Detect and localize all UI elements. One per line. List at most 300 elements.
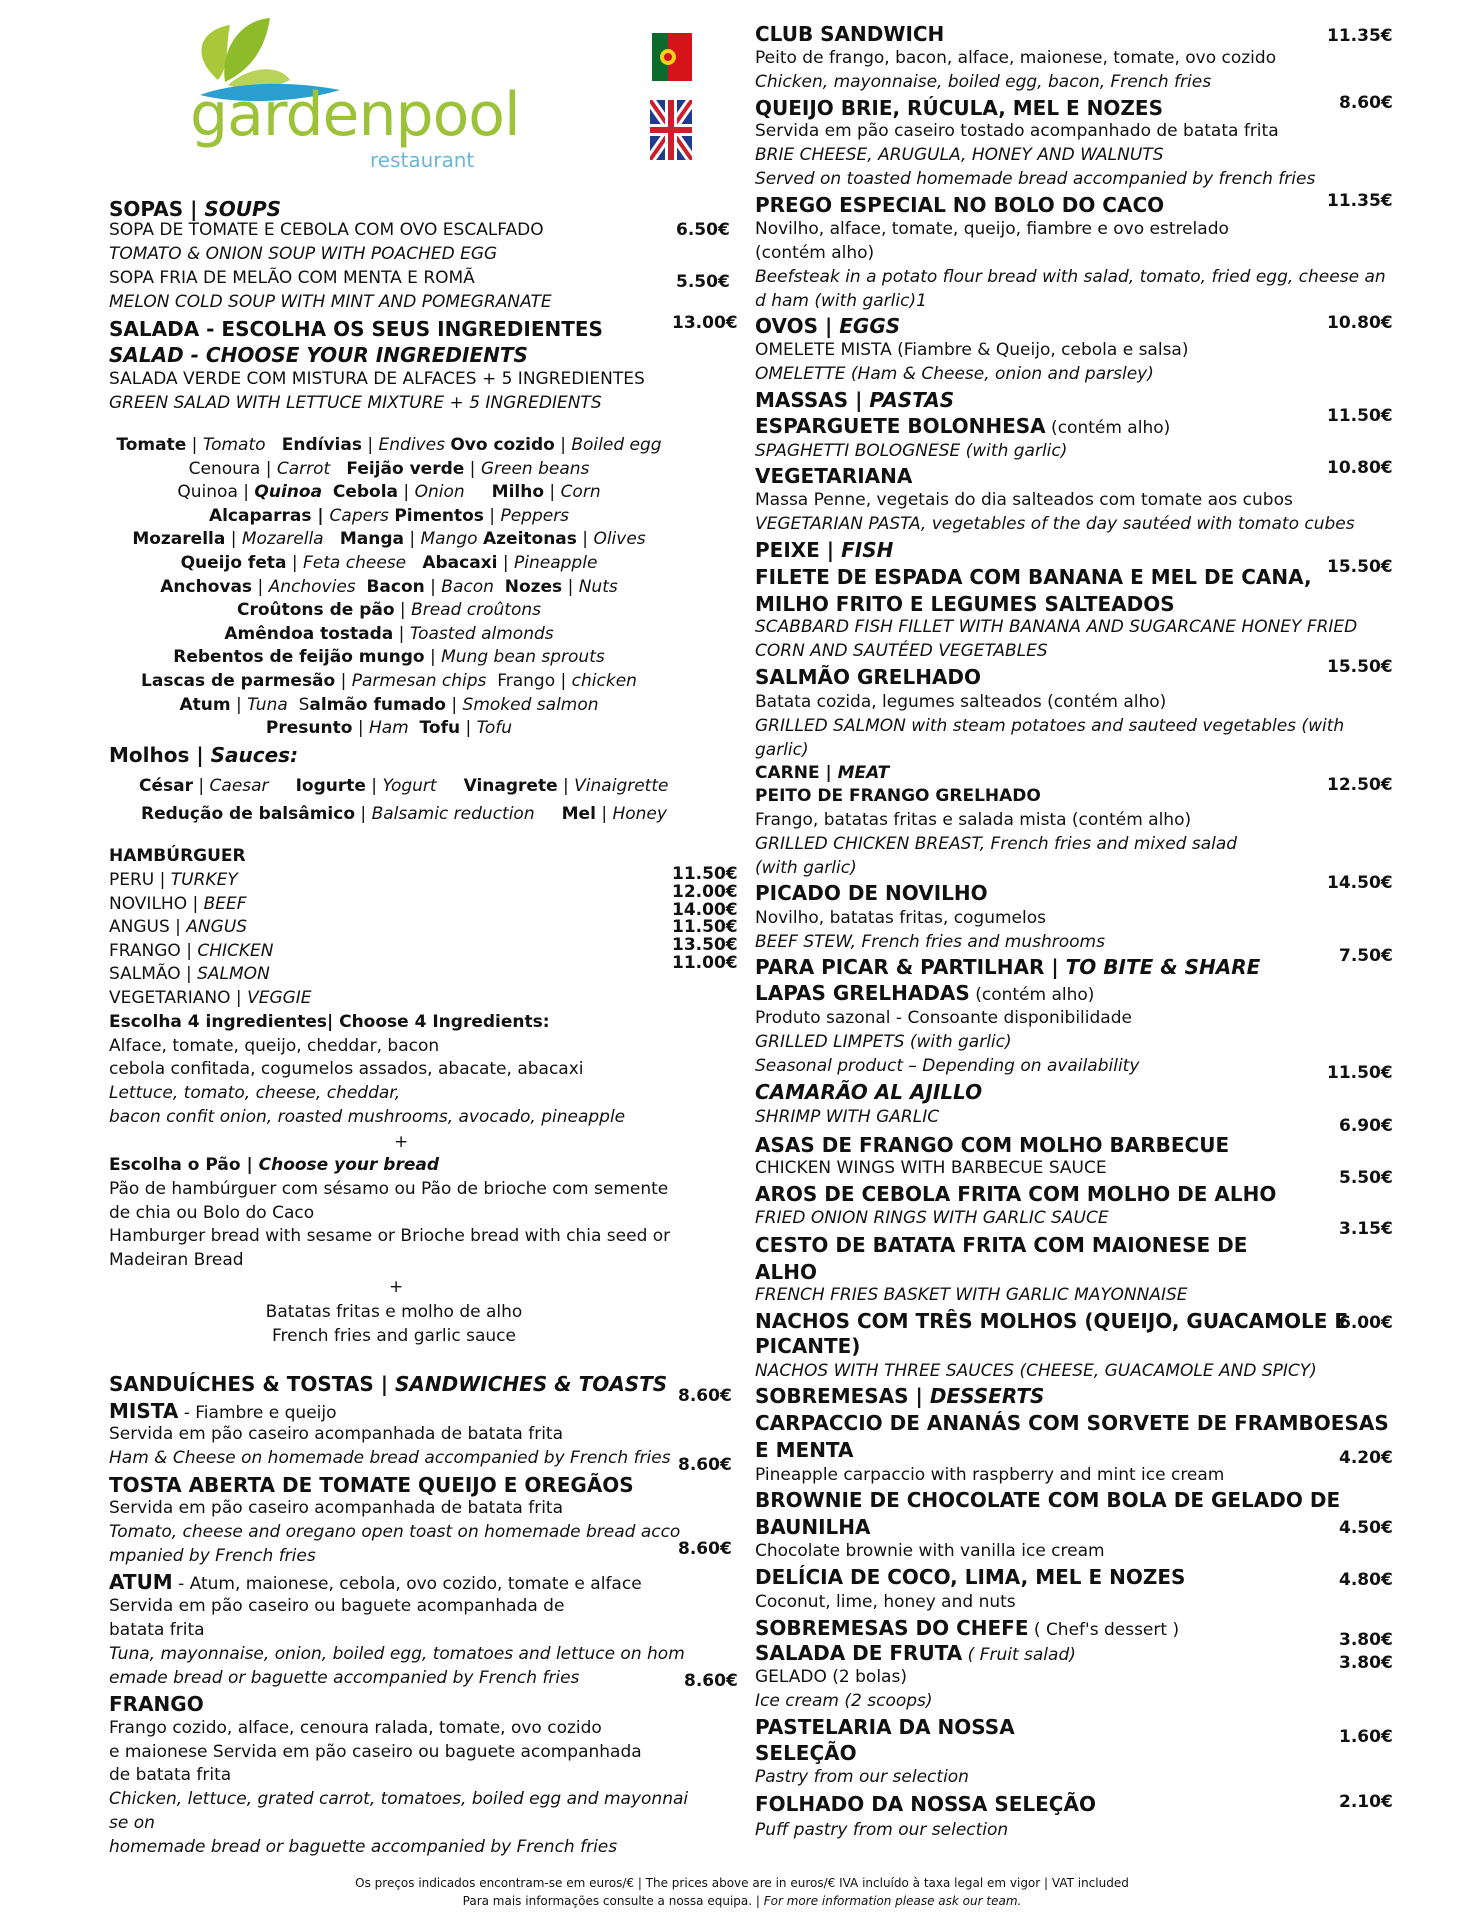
text-segment: | [403,529,421,550]
eggs-price: 10.80€ [1327,313,1393,333]
fruit-salad-price: 3.80€ [1339,1653,1393,1673]
text-segment: Feta cheese [303,552,407,573]
text-segment: Cenoura | [188,458,277,479]
text-segment: Smoked salmon [462,694,599,715]
frango-pt-1: Frango cozido, alface, cenoura ralada, tomate, ovo cozido [109,1718,602,1738]
text-segment: Pineapple [514,552,598,573]
logo-subtitle: restaurant [370,148,475,172]
burger-name: NOVILHO | [109,893,204,914]
ice-cream-pt: GELADO (2 bolas) [755,1667,907,1687]
desserts-heading: SOBREMESAS | DESSERTS [755,1384,1045,1408]
text-segment: | [557,776,575,796]
soup2-price: 5.50€ [676,272,730,292]
salmon-price: 15.50€ [1327,657,1393,677]
ingredient-line [109,717,669,741]
text-segment [324,529,340,549]
tosta-pt: Servida em pão caseiro acompanhada de batata frita [109,1498,564,1518]
brie-en-2: Served on toasted homemade bread accompanied by french fries [755,169,1316,189]
limpets-en-1: GRILLED LIMPETS (with garlic) [755,1032,1012,1052]
text-segment: | [192,776,210,796]
atum-en-1: Tuna, mayonnaise, onion, boiled egg, tomatoes and lettuce on hom [109,1644,685,1664]
burger-name-english: CHICKEN [197,940,274,961]
text-segment: Tofu [419,718,461,739]
sauces-line-2 [141,804,667,824]
text-segment: Corn [560,482,601,503]
ice-cream-en: Ice cream (2 scoops) [755,1691,933,1711]
vegetarian-price: 10.80€ [1327,458,1393,478]
prego-title: PREGO ESPECIAL NO BOLO DO CACO [755,193,1165,217]
text-segment: Frango | [486,670,572,691]
uk-flag-icon [650,100,692,160]
salmon-pt: Batata cozida, legumes salteados (contém alho) [755,692,1167,712]
espada-en-1: SCABBARD FISH FILLET WITH BANANA AND SUGARCANE HONEY FRIED [755,617,1358,637]
shrimp-title: CAMARÃO AL AJILLO [755,1080,983,1104]
text-segment: | [361,435,379,455]
prego-price: 11.35€ [1327,191,1393,211]
text-segment: Boiled egg [571,435,662,455]
text-segment: Pimentos [394,505,484,526]
bread-desc-en-1: Hamburger bread with sesame or Brioche bread with chia seed or [109,1226,671,1246]
fries-basket-title-1: CESTO DE BATATA FRITA COM MAIONESE DE [755,1233,1248,1257]
eggs-desc-en: OMELETTE (Ham & Cheese, onion and parsley) [755,364,1154,384]
text-segment [494,577,505,597]
vegetarian-title: VEGETARIANA [755,464,913,488]
burger-name: VEGETARIANO | [109,988,248,1008]
text-segment: Mozarella [241,529,324,550]
text-segment: Milho [491,482,545,503]
ingredient-line [109,694,669,718]
text-segment: | [186,435,203,455]
burger-name-english: SALMON [197,964,270,985]
ingredient-line [109,552,669,576]
fries-pt: Batatas fritas e molho de alho [265,1302,523,1322]
text-segment: | [483,505,501,526]
text-segment: Abacaxi [422,552,498,573]
text-segment: Capers [329,505,389,526]
plus-sign-2: + [389,1277,404,1297]
text-segment: Feijão verde [346,458,465,479]
text-segment: Mel [561,804,596,824]
salad-ingredients-list [109,434,669,741]
burger-ingredients-en-2: bacon confit onion, roasted mushrooms, avocado, pineapple [109,1107,626,1127]
atum-title: ATUM - Atum, maionese, cebola, ovo cozido, tomate e alface [109,1570,642,1594]
shrimp-en: SHRIMP WITH GARLIC [755,1107,940,1127]
text-segment: Presunto [265,718,353,739]
mista-en: Ham & Cheese on homemade bread accompanied by French fries [109,1448,671,1468]
burger-ingredients-en-1: Lettuce, tomato, cheese, cheddar, [109,1083,401,1103]
brownie-title-2: BAUNILHA [755,1515,871,1539]
coconut-en: Coconut, lime, honey and nuts [755,1592,1016,1612]
burger-item [109,870,238,890]
text-segment: Vinagrete [463,776,558,796]
burger-ingredients-pt-2: cebola confitada, cogumelos assados, abacate, abacaxi [109,1059,584,1079]
atum-en-2: emade bread or baguette accompanied by French fries [109,1668,580,1688]
logo-wordmark: gardenpool [190,80,520,150]
ingredient-line [109,646,669,670]
atum-pt-1: Servida em pão caseiro ou baguete acompanhada de [109,1596,565,1616]
fries-en: French fries and garlic sauce [272,1326,516,1346]
burger-item [109,964,270,984]
carpaccio-title-1: CARPACCIO DE ANANÁS COM SORVETE DE FRAMBOESAS [755,1411,1389,1435]
beef-stew-title: PICADO DE NOVILHO [755,881,988,905]
tosta-en-1: Tomato, cheese and oregano open toast on homemade bread acco [109,1522,681,1542]
wings-title: ASAS DE FRANGO COM MOLHO BARBECUE [755,1133,1230,1157]
burger-name-english: VEGGIE [247,988,312,1008]
text-segment: Green beans [480,458,590,479]
text-segment: Rebentos de feijão mungo [173,647,425,668]
text-segment: Tomato [202,435,266,455]
text-segment: Endives [378,435,445,455]
portugal-flag-icon [652,33,692,81]
club-en: Chicken, mayonnaise, boiled egg, bacon, French fries [755,72,1212,92]
text-segment: | [424,576,442,597]
wings-en: CHICKEN WINGS WITH BARBECUE SAUCE [755,1158,1107,1178]
text-segment [322,482,333,502]
soup1-english: TOMATO & ONION SOUP WITH POACHED EGG [109,244,498,264]
text-segment: Mozarella [132,529,226,550]
text-segment: Alcaparras | [208,505,330,526]
ingredient-line [109,670,669,694]
spaghetti-title: ESPARGUETE BOLONHESA (contém alho) [755,414,1171,438]
salmon-en-1: GRILLED SALMON with steam potatoes and sauteed vegetables (with [755,716,1345,736]
brownie-title-1: BROWNIE DE CHOCOLATE COM BOLA DE GELADO DE [755,1488,1341,1512]
text-segment: Balsamic reduction [371,804,535,824]
footer-prices-note: Os preços indicados encontram-se em euros/€ | The prices above are in euros/€ IVA incluído à taxa legal em vigor | VAT included [355,1876,1129,1890]
onion-rings-en: FRIED ONION RINGS WITH GARLIC SAUCE [755,1208,1109,1228]
text-segment [437,776,464,796]
ingredient-line [109,434,669,458]
puff-pastry-title: FOLHADO DA NOSSA SELEÇÃO [755,1792,1096,1816]
text-segment: Peppers [500,505,570,526]
text-segment: chicken [571,670,637,691]
fish-heading: PEIXE | FISH [755,538,894,562]
footer-info-note: Para mais informações consulte a nossa equipa. | For more information please ask our team. [462,1894,1022,1908]
wings-price: 6.90€ [1339,1116,1393,1136]
burger-price: 13.50€ [672,935,738,956]
salad-description-english: GREEN SALAD WITH LETTUCE MIXTURE + 5 INGREDIENTS [109,393,602,413]
chicken-breast-en-2: (with garlic) [755,858,857,878]
ingredient-line [109,481,669,505]
text-segment: | [286,552,304,573]
burger-heading: HAMBÚRGUER [109,846,246,866]
text-segment [406,553,422,573]
carpaccio-title-2: E MENTA [755,1438,854,1462]
burger-price: 14.00€ [672,899,738,920]
club-title: CLUB SANDWICH [755,22,945,46]
chicken-breast-en-1: GRILLED CHICKEN BREAST, French fries and mixed salad [755,834,1238,854]
ingredient-line [109,528,669,552]
text-segment [266,435,282,455]
coconut-title: DELÍCIA DE COCO, LIMA, MEL E NOZES [755,1565,1186,1589]
fries-basket-en: FRENCH FRIES BASKET WITH GARLIC MAYONNAISE [755,1285,1188,1305]
burger-price: 11.50€ [672,917,738,938]
atum-price: 8.60€ [678,1539,732,1559]
brie-en-1: BRIE CHEESE, ARUGULA, HONEY AND WALNUTS [755,145,1164,165]
fries-basket-title-2: ALHO [755,1260,817,1284]
text-segment: | [544,482,561,503]
text-segment: Azeitonas [482,529,577,550]
frango-en-1: Chicken, lettuce, grated carrot, tomatoes, boiled egg and mayonnai [109,1789,689,1809]
chicken-breast-pt: Frango, batatas fritas e salada mista (contém alho) [755,810,1192,830]
salad-heading: SALADA - ESCOLHA OS SEUS INGREDIENTES [109,317,603,341]
carpaccio-price: 4.20€ [1339,1448,1393,1468]
text-segment: | [464,458,481,479]
text-segment: S [287,694,310,715]
soup2-name: SOPA FRIA DE MELÃO COM MENTA E ROMÃ [109,268,475,288]
sauces-line-1 [139,776,668,796]
text-segment: Yogurt [382,776,437,796]
text-segment: Quinoa | [177,482,255,503]
burger-name-english: TURKEY [170,870,238,890]
nachos-en: NACHOS WITH THREE SAUCES (CHEESE, GUACAMOLE AND SPICY) [755,1361,1317,1381]
soup2-english: MELON COLD SOUP WITH MINT AND POMEGRANATE [109,292,552,312]
espada-en-2: CORN AND SAUTÉED VEGETABLES [755,641,1048,661]
chef-dessert-title: SOBREMESAS DO CHEFE ( Chef's dessert ) [755,1616,1180,1640]
text-segment: | [398,482,415,503]
frango-pt-2: e maionese Servida em pão caseiro ou baguete acompanhada [109,1742,642,1762]
nachos-title-1: NACHOS COM TRÊS MOLHOS (QUEIJO, GUACAMOLE E [755,1309,1349,1333]
text-segment: | [230,694,248,715]
brie-price: 8.60€ [1339,93,1393,113]
text-segment [535,804,562,824]
ingredient-line [109,623,669,647]
text-segment: almão fumado [309,694,446,715]
text-segment: Tomate [116,435,187,455]
text-segment [465,482,492,502]
text-segment: | [335,670,352,691]
brie-pt: Servida em pão caseiro tostado acompanhado de batata frita [755,121,1279,141]
eggs-heading: OVOS | EGGS [755,314,901,338]
text-segment: Mung bean sprouts [441,647,605,668]
tosta-en-2: mpanied by French fries [109,1546,316,1566]
pastry-price: 1.60€ [1339,1727,1393,1747]
prego-pt-2: (contém alho) [755,243,875,263]
nachos-title-2: PICANTE) [755,1334,861,1358]
chicken-breast-title: PEITO DE FRANGO GRELHADO [755,786,1041,806]
burger-ingredients-pt-1: Alface, tomate, queijo, cheddar, bacon [109,1036,440,1056]
text-segment: Quinoa [254,482,323,503]
carpaccio-en: Pineapple carpaccio with raspberry and mint ice cream [755,1465,1225,1485]
brownie-price: 4.50€ [1339,1518,1393,1538]
text-segment: Olives [593,529,646,550]
frango-en-3: homemade bread or baguette accompanied by French fries [109,1837,618,1857]
text-segment: | [365,776,383,796]
spaghetti-price: 11.50€ [1327,406,1393,426]
atum-pt-2: batata frita [109,1620,205,1640]
plus-sign: + [394,1132,409,1152]
text-segment: Caesar [209,776,269,796]
text-segment: Croûtons de pão [236,600,395,621]
soups-heading: SOPAS | SOUPS [109,197,282,221]
frango-en-2: se on [109,1813,155,1833]
text-segment: Ovo cozido [450,435,555,455]
text-segment: | [225,529,242,550]
ingredient-line [109,599,669,623]
text-segment: Parmesan chips [351,670,487,691]
text-segment: Anchovies [268,576,356,597]
beef-stew-pt: Novilho, batatas fritas, cogumelos [755,908,1047,928]
pastry-title-2: SELEÇÃO [755,1741,857,1765]
bread-desc-en-2: Madeiran Bread [109,1250,244,1270]
espada-price: 15.50€ [1327,557,1393,577]
soup1-name: SOPA DE TOMATE E CEBOLA COM OVO ESCALFADO [109,220,544,240]
fries-basket-price: 3.15€ [1339,1219,1393,1239]
text-segment: Atum [179,694,231,715]
prego-en-2: d ham (with garlic)1 [755,291,927,311]
burger-item [109,917,247,937]
burger-item [109,941,274,961]
sandwiches-heading: SANDUÍCHES & TOSTAS | SANDWICHES & TOASTS [109,1372,668,1396]
burger-price: 11.50€ [672,864,738,884]
burger-item [109,988,312,1008]
text-segment: Nuts [578,576,618,597]
text-segment: Bacon [441,576,494,597]
eggs-desc-pt: OMELETE MISTA (Fiambre & Queijo, cebola e salsa) [755,340,1189,360]
vegetarian-en: VEGETARIAN PASTA, vegetables of the day sautéed with tomato cubes [755,514,1355,534]
text-segment: Onion [414,482,465,503]
mista-pt: Servida em pão caseiro acompanhada de batata frita [109,1424,564,1444]
brie-title: QUEIJO BRIE, RÚCULA, MEL E NOZES [755,96,1163,120]
text-segment: Ham [368,718,409,739]
limpets-title: LAPAS GRELHADAS (contém alho) [755,981,1095,1005]
salmon-en-2: garlic) [755,740,809,760]
text-segment [356,577,367,597]
chicken-breast-price: 12.50€ [1327,775,1393,795]
burger-price: 11.00€ [672,953,738,973]
text-segment: | [446,694,463,715]
text-segment: | [352,718,369,739]
onion-rings-price: 5.50€ [1339,1168,1393,1188]
burger-price: 12.00€ [672,881,738,902]
prego-pt-1: Novilho, alface, tomate, queijo, fiambre e ovo estrelado [755,219,1229,239]
bread-desc-pt-2: de chia ou Bolo do Caco [109,1203,315,1223]
pastry-en: Pastry from our selection [755,1767,969,1787]
tosta-price: 8.60€ [678,1455,732,1475]
bread-heading: Escolha o Pão | Choose your bread [109,1155,440,1175]
mista-title: MISTA - Fiambre e queijo [109,1399,337,1423]
text-segment: Iogurte [295,776,366,796]
fruit-salad-title: SALADA DE FRUTA ( Fruit salad) [755,1641,1076,1665]
text-segment: | [252,576,269,597]
text-segment: | [554,435,572,455]
prego-en-1: Beefsteak in a potato flour bread with salad, tomato, fried egg, cheese an [755,267,1386,287]
vegetarian-pt: Massa Penne, vegetais do dia salteados com tomate aos cubos [755,490,1293,510]
brownie-en: Chocolate brownie with vanilla ice cream [755,1541,1105,1561]
text-segment: Amêndoa tostada [224,623,394,644]
text-segment: Vinaigrette [574,776,669,796]
text-segment: Tuna [247,694,288,715]
tosta-title: TOSTA ABERTA DE TOMATE QUEIJO E OREGÃOS [109,1473,634,1497]
text-segment: | [393,623,410,644]
text-segment: Bread croûtons [411,600,541,621]
pasta-heading: MASSAS | PASTAS [755,388,955,412]
ingredient-line [109,505,669,529]
espada-title-1: FILETE DE ESPADA COM BANANA E MEL DE CANA, [755,565,1312,589]
text-segment: Redução de balsâmico [141,804,356,824]
text-segment: Endívias [281,435,362,455]
restaurant-logo [180,10,520,172]
text-segment: | [424,647,442,668]
club-pt: Peito de frango, bacon, alface, maionese, tomate, ovo cozido [755,48,1277,68]
burger-item [109,894,247,914]
salad-price: 13.00€ [672,313,738,333]
beef-stew-en: BEEF STEW, French fries and mushrooms [755,932,1105,952]
text-segment: | [595,804,613,824]
text-segment: | [460,718,477,739]
text-segment [330,459,346,479]
text-segment: | [576,529,594,550]
text-segment [409,718,420,738]
text-segment: Mango [420,529,478,550]
text-segment: Manga [339,529,404,550]
text-segment: César [139,776,193,796]
share-price: 7.50€ [1339,946,1393,966]
burger-name: FRANGO | [109,940,198,961]
text-segment: Anchovas [160,576,253,597]
text-segment: | [562,576,579,597]
text-segment: Cebola [332,482,399,503]
soup1-price: 6.50€ [676,220,730,240]
ingredient-line [109,458,669,482]
text-segment: Honey [612,804,667,824]
text-segment [269,776,296,796]
club-price: 11.35€ [1327,26,1393,46]
burger-name-english: BEEF [203,893,247,914]
burger-choose-ingredients: Escolha 4 ingredientes| Choose 4 Ingredients: [109,1012,550,1032]
nachos-price: 6.00€ [1339,1313,1393,1333]
limpets-en-2: Seasonal product – Depending on availability [755,1056,1140,1076]
espada-title-2: MILHO FRITO E LEGUMES SALTEADOS [755,592,1175,616]
ingredient-line [109,576,669,600]
puff-pastry-price: 2.10€ [1339,1792,1393,1812]
pastry-title-1: PASTELARIA DA NOSSA [755,1715,1015,1739]
text-segment: | [355,804,372,824]
text-segment: | [497,552,515,573]
text-segment: Bacon [366,576,425,597]
mista-price: 8.60€ [678,1386,732,1406]
text-segment: Tofu [476,718,513,739]
limpets-pt: Produto sazonal - Consoante disponibilidade [755,1008,1132,1028]
salad-heading-english: SALAD - CHOOSE YOUR INGREDIENTS [109,343,528,367]
frango-title: FRANGO [109,1692,204,1716]
frango-price: 8.60€ [684,1671,738,1691]
burger-name: SALMÃO | [109,964,198,985]
coconut-price: 4.80€ [1339,1570,1393,1590]
text-segment: Queijo feta [180,552,287,573]
salad-description: SALADA VERDE COM MISTURA DE ALFACES + 5 INGREDIENTES [109,369,645,389]
sauces-heading: Molhos | Sauces: [109,743,299,767]
beef-stew-price: 14.50€ [1327,873,1393,893]
share-heading: PARA PICAR & PARTILHAR | TO BITE & SHARE [755,955,1261,979]
meat-heading: CARNE | MEAT [755,763,890,783]
burger-name: ANGUS | [109,917,187,938]
text-segment: Toasted almonds [409,623,554,644]
text-segment: Carrot [276,458,331,479]
text-segment: Nozes [504,576,563,597]
onion-rings-title: AROS DE CEBOLA FRITA COM MOLHO DE ALHO [755,1182,1277,1206]
chef-dessert-price: 3.80€ [1339,1630,1393,1650]
puff-pastry-en: Puff pastry from our selection [755,1820,1009,1840]
salmon-title: SALMÃO GRELHADO [755,665,982,689]
text-segment: Lascas de parmesão [141,670,336,691]
text-segment: | [394,600,412,621]
burger-name-english: ANGUS [186,917,248,938]
burger-name: PERU | [109,870,171,890]
frango-pt-3: de batata frita [109,1765,232,1785]
spaghetti-en: SPAGHETTI BOLOGNESE (with garlic) [755,441,1068,461]
bread-desc-pt-1: Pão de hambúrguer com sésamo ou Pão de brioche com semente [109,1179,669,1199]
shrimp-price: 11.50€ [1327,1063,1393,1083]
